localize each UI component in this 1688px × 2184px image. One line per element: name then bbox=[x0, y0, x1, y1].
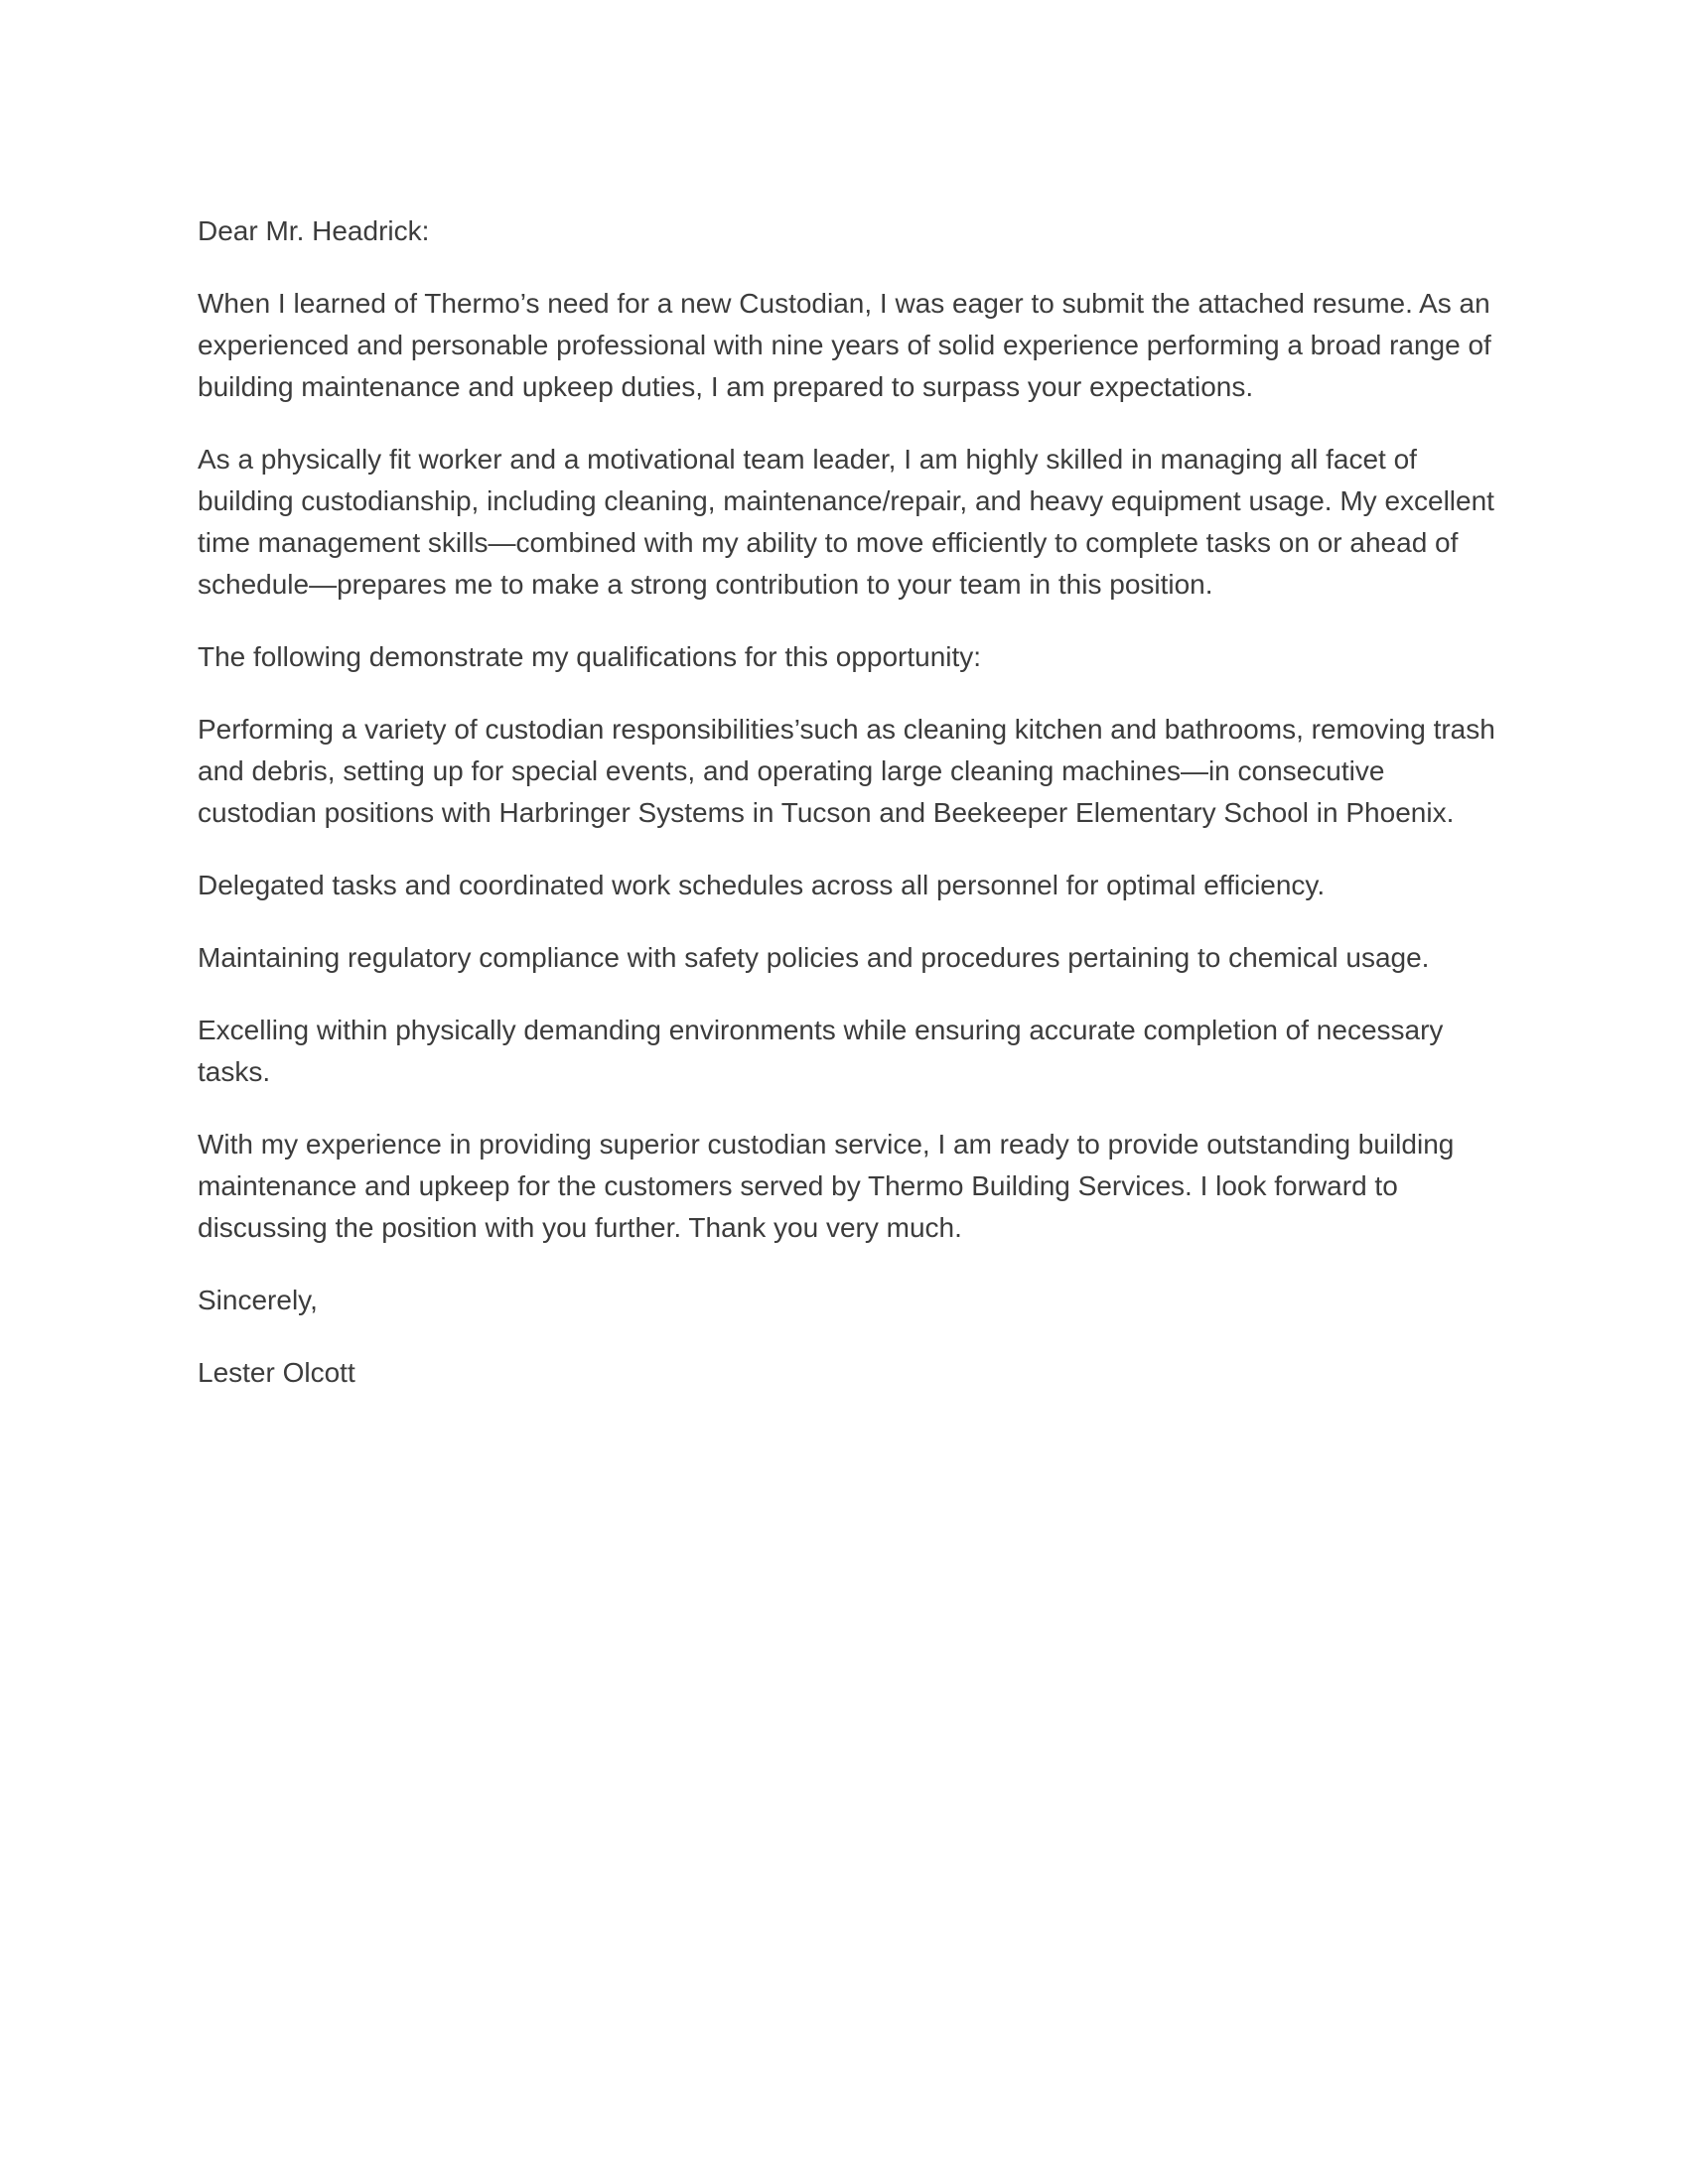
paragraph-skills: As a physically fit worker and a motivational team leader, I am highly skilled in managing all facet of building custodianship, including cleaning, maintenance/repair, and heavy equipment usage. My excellent time management skills—combined with my ability to move efficiently to complete tasks on or ahead of schedule—prepares me to make a strong contribution to your team in this position. bbox=[198, 444, 1494, 600]
qualification-item: Delegated tasks and coordinated work schedules across all personnel for optimal efficiency. bbox=[198, 870, 1326, 900]
cover-letter bbox=[198, 210, 1508, 1394]
paragraph-qualifications-intro: The following demonstrate my qualifications for this opportunity: bbox=[198, 641, 982, 672]
qualification-item: Performing a variety of custodian responsibilities’such as cleaning kitchen and bathrooms, removing trash and debris, setting up for special events, and operating large cleaning machines—in consecutive custodian positions with Harbringer Systems in Tucson and Beekeeper Elementary School in Phoenix. bbox=[198, 714, 1495, 828]
signature-name: Lester Olcott bbox=[198, 1357, 355, 1388]
closing: Sincerely, bbox=[198, 1285, 318, 1315]
paragraph-intro: When I learned of Thermo’s need for a new Custodian, I was eager to submit the attached resume. As an experienced and personable professional with nine years of solid experience performing a broad range of building maintenance and upkeep duties, I am prepared to surpass your expectations. bbox=[198, 288, 1491, 402]
paragraph-conclusion: With my experience in providing superior custodian service, I am ready to provide outstanding building maintenance and upkeep for the customers served by Thermo Building Services. I look forward to discussing the position with you further. Thank you very much. bbox=[198, 1129, 1455, 1243]
salutation: Dear Mr. Headrick: bbox=[198, 215, 430, 246]
qualification-item: Excelling within physically demanding environments while ensuring accurate completion of necessary tasks. bbox=[198, 1015, 1444, 1087]
qualification-item: Maintaining regulatory compliance with safety policies and procedures pertaining to chemical usage. bbox=[198, 942, 1430, 973]
